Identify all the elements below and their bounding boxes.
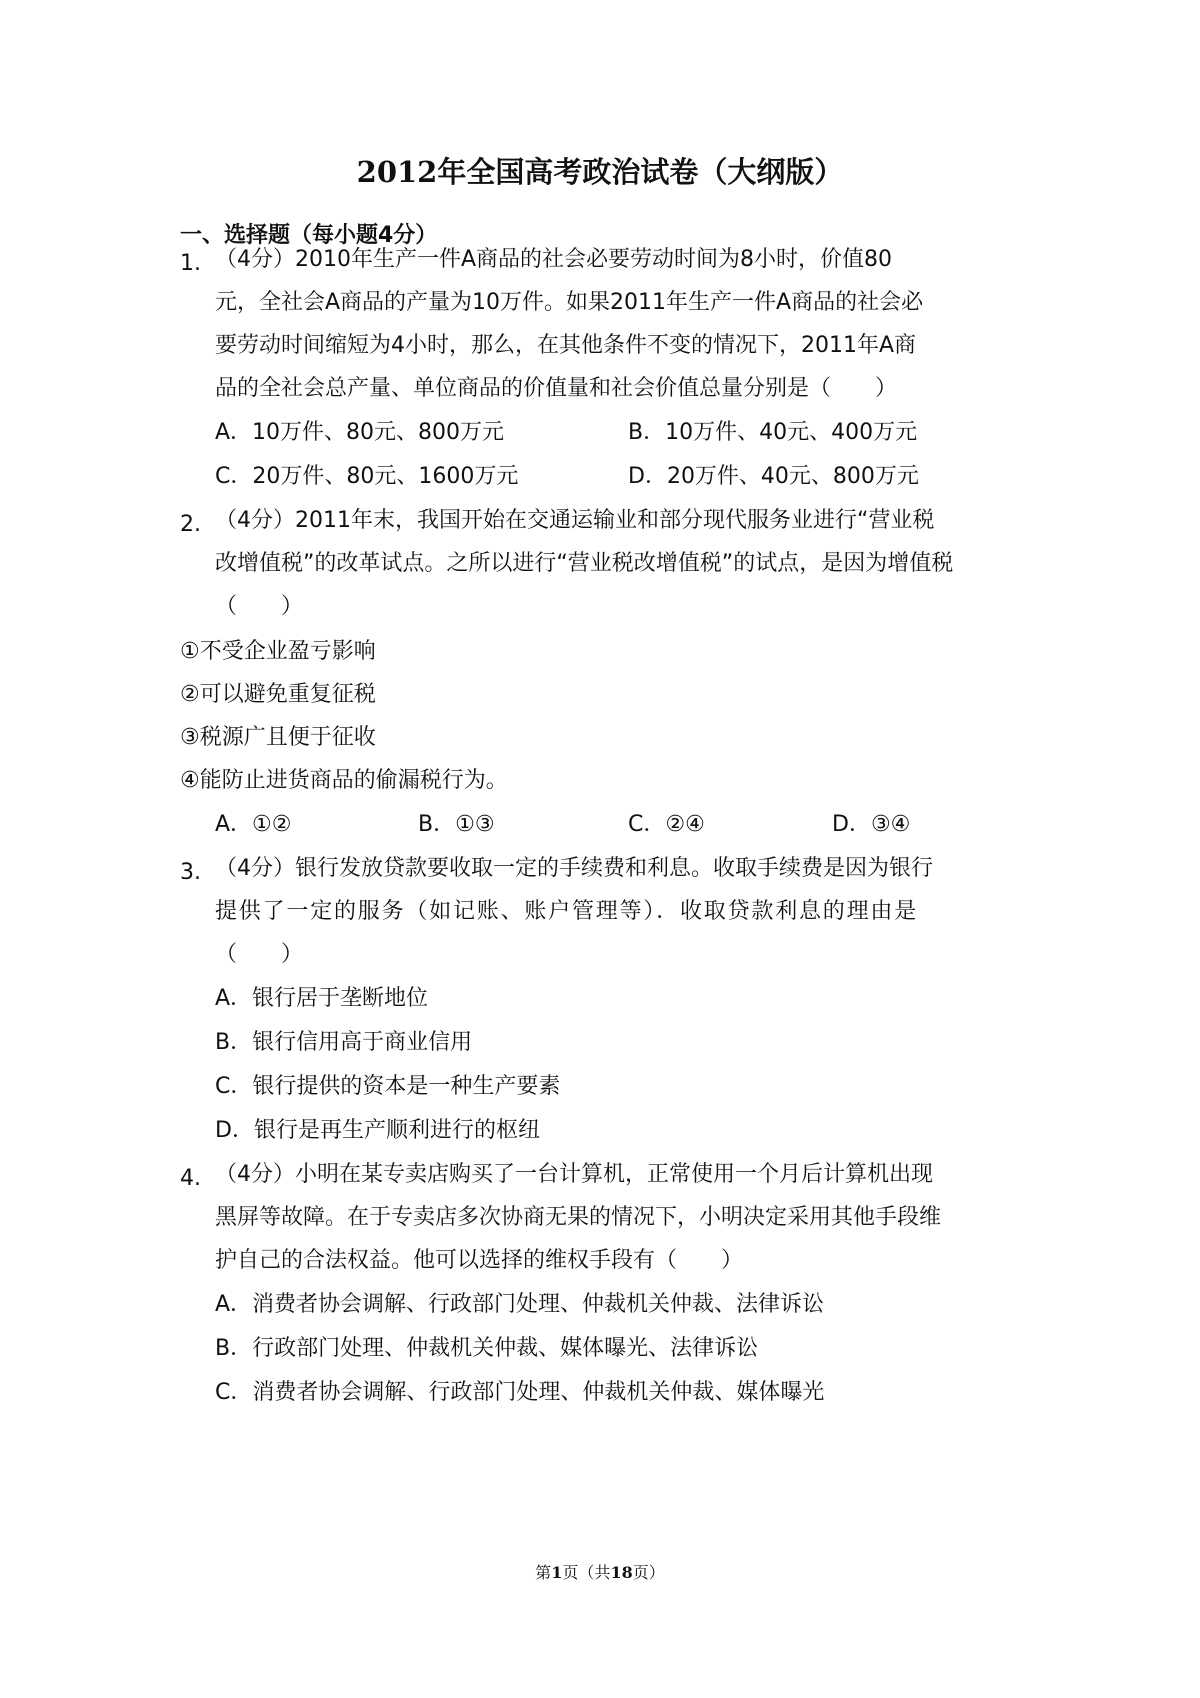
question-number: 1. xyxy=(180,251,201,276)
statement-4: ④能防止进货商品的偷漏税行为。 xyxy=(180,768,508,793)
option-b: B．①③ xyxy=(418,812,495,837)
option-b: B．行政部门处理、仲裁机关仲裁、媒体曝光、法律诉讼 xyxy=(215,1336,759,1361)
statement-2: ②可以避免重复征税 xyxy=(180,682,376,707)
option-a: A．银行居于垄断地位 xyxy=(215,986,429,1011)
question-stem-line: （ ） xyxy=(215,942,304,967)
question-number: 4. xyxy=(180,1166,201,1191)
page-footer xyxy=(0,1560,1200,1583)
question-stem-line: 改增值税”的改革试点。之所以进行“营业税改增值税”的试点，是因为增值税 xyxy=(215,551,954,576)
option-a: A．10万件、80元、800万元 xyxy=(215,420,505,445)
question-stem-line: （4分）2011年末，我国开始在交通运输业和部分现代服务业进行“营业税 xyxy=(215,508,935,533)
option-a: A．①② xyxy=(215,812,292,837)
option-d: D．20万件、40元、800万元 xyxy=(628,464,919,489)
question-number: 3. xyxy=(180,860,201,885)
footer-mid: 页（共 xyxy=(562,1563,611,1582)
current-page-number: 1 xyxy=(551,1563,563,1582)
statement-1: ①不受企业盈亏影响 xyxy=(180,639,376,664)
option-c: C．消费者协会调解、行政部门处理、仲裁机关仲裁、媒体曝光 xyxy=(215,1380,825,1405)
total-page-count: 18 xyxy=(610,1563,633,1582)
question-stem-line: （ ） xyxy=(215,594,304,619)
statement-3: ③税源广且便于征收 xyxy=(180,725,376,750)
question-stem-line: （4分）2010年生产一件A商品的社会必要劳动时间为8小时，价值80 xyxy=(215,247,893,272)
question-stem-line: 黑屏等故障。在于专卖店多次协商无果的情况下，小明决定采用其他手段维 xyxy=(215,1205,942,1230)
option-d: D．银行是再生产顺利进行的枢纽 xyxy=(215,1118,540,1143)
option-b: B．10万件、40元、400万元 xyxy=(628,420,918,445)
option-d: D．③④ xyxy=(832,812,911,837)
question-stem-line: （4分）银行发放贷款要收取一定的手续费和利息。收取手续费是因为银行 xyxy=(215,856,933,881)
option-c: C．银行提供的资本是一种生产要素 xyxy=(215,1074,561,1099)
question-stem-line: 元，全社会A商品的产量为10万件。如果2011年生产一件A商品的社会必 xyxy=(215,290,924,315)
footer-suffix: 页） xyxy=(632,1563,665,1582)
option-c: C．20万件、80元、1600万元 xyxy=(215,464,519,489)
page-title: 2012年全国高考政治试卷（大纲版） xyxy=(356,155,844,189)
question-stem-line: 提供了一定的服务（如记账、账户管理等）．收取贷款利息的理由是 xyxy=(215,899,919,924)
question-stem-line: 要劳动时间缩短为4小时，那么，在其他条件不变的情况下，2011年A商 xyxy=(215,333,917,358)
option-c: C．②④ xyxy=(628,812,705,837)
question-stem-line: 品的全社会总产量、单位商品的价值量和社会价值总量分别是（ ） xyxy=(215,376,898,401)
option-a: A．消费者协会调解、行政部门处理、仲裁机关仲裁、法律诉讼 xyxy=(215,1292,825,1317)
section-heading: 一、选择题（每小题4分） xyxy=(180,223,438,248)
footer-prefix: 第 xyxy=(535,1563,552,1582)
question-stem-line: 护自己的合法权益。他可以选择的维权手段有（ ） xyxy=(215,1248,744,1273)
question-stem-line: （4分）小明在某专卖店购买了一台计算机，正常使用一个月后计算机出现 xyxy=(215,1162,933,1187)
question-number: 2. xyxy=(180,512,201,537)
option-b: B．银行信用高于商业信用 xyxy=(215,1030,473,1055)
